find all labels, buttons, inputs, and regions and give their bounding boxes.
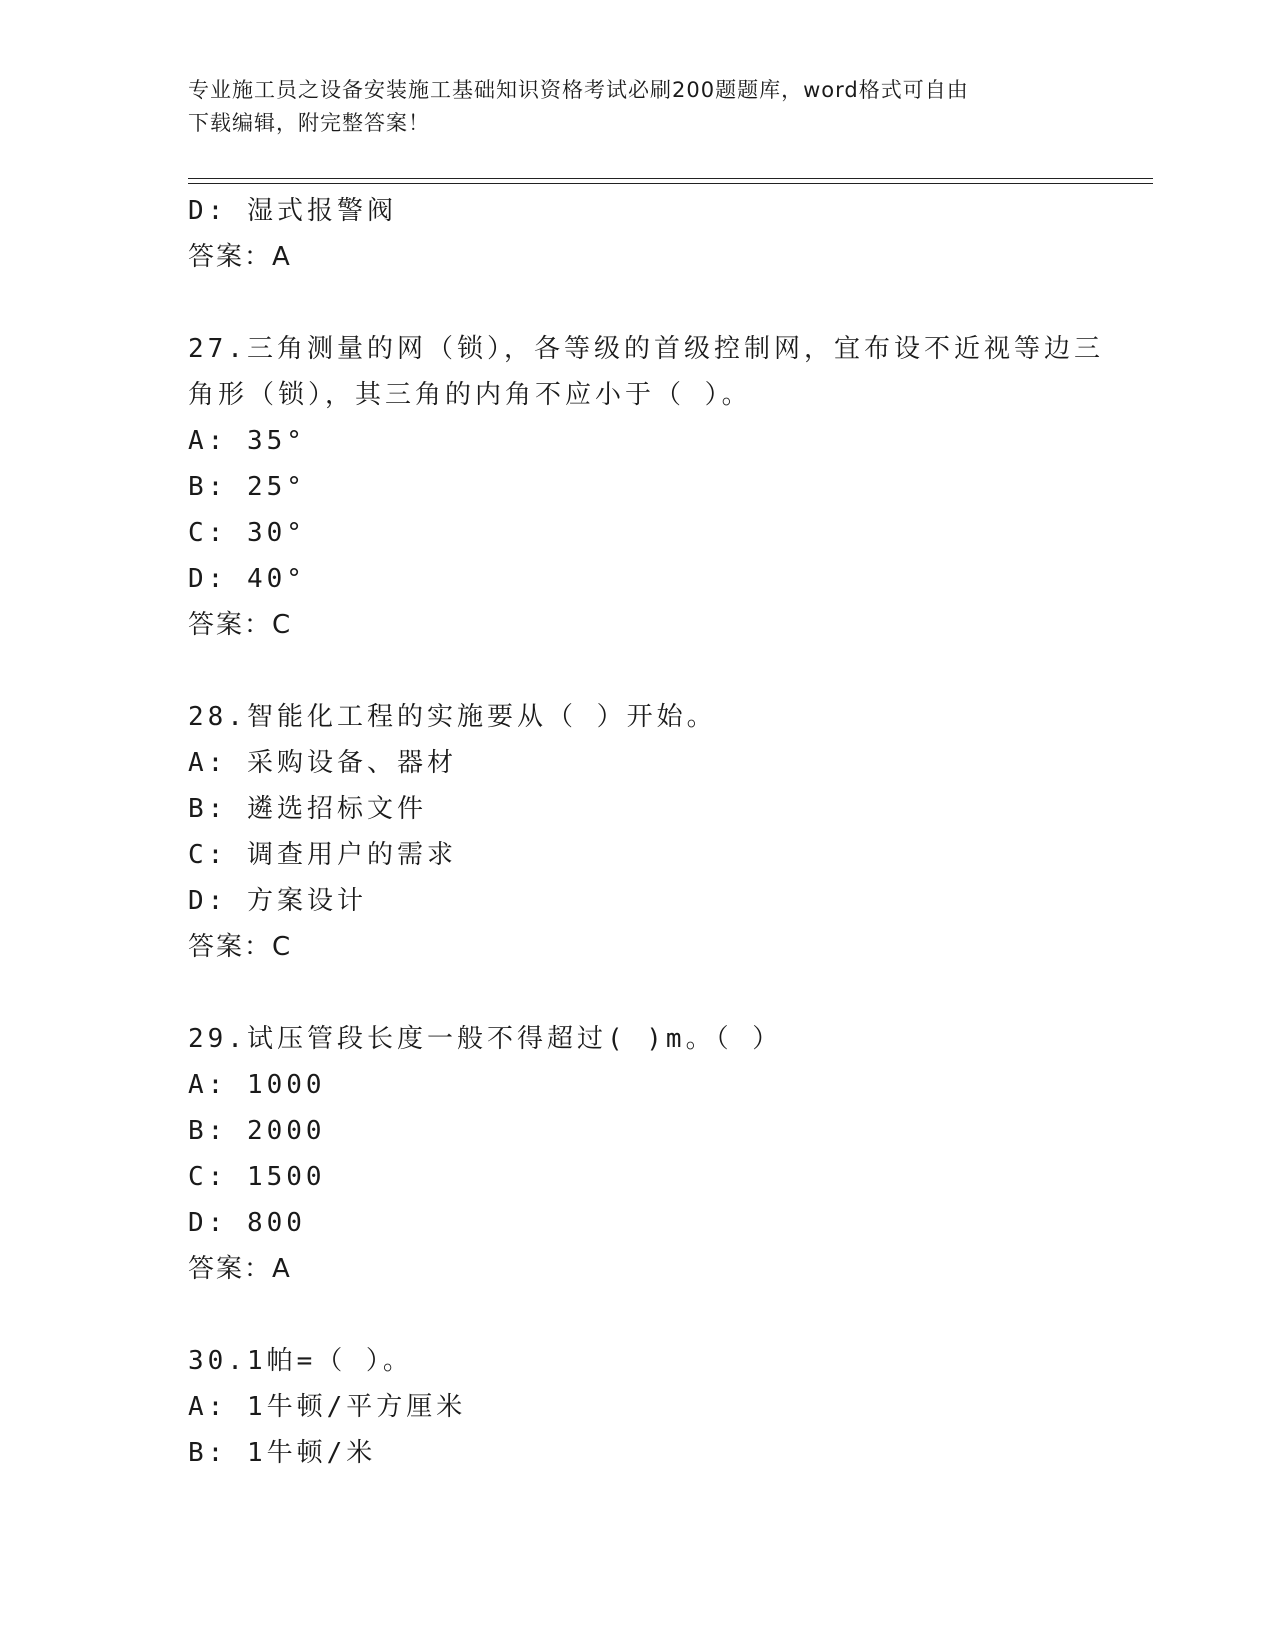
header-line-1: 专业施工员之设备安装施工基础知识资格考试必刷200题题库，word格式可自由 <box>188 78 969 102</box>
option-d: D: 800 <box>188 1208 306 1238</box>
option-d: D: 湿式报警阀 <box>188 196 397 226</box>
option-a: A: 采购设备、器材 <box>188 748 457 778</box>
option-a: A: 35° <box>188 426 306 456</box>
option-b: B: 遴选招标文件 <box>188 794 427 824</box>
header-divider-bottom <box>188 183 1153 184</box>
option-a: A: 1000 <box>188 1070 326 1100</box>
question-text: 27.三角测量的网（锁），各等级的首级控制网，宜布设不近视等边三 <box>188 334 1104 364</box>
option-c: C: 调查用户的需求 <box>188 840 457 870</box>
header-line-2: 下载编辑，附完整答案！ <box>188 111 430 135</box>
question-29 <box>188 1016 1088 1292</box>
question-28 <box>188 694 1088 970</box>
question-text: 30.1帕=（ ）。 <box>188 1346 413 1376</box>
answer-line: 答案：A <box>188 242 292 272</box>
question-30 <box>188 1338 1088 1476</box>
answer-line: 答案：C <box>188 932 293 962</box>
option-c: C: 30° <box>188 518 306 548</box>
option-d: D: 40° <box>188 564 306 594</box>
question-text: 29.试压管段长度一般不得超过( )m。（ ） <box>188 1024 783 1054</box>
header-divider-top <box>188 178 1153 179</box>
document-header <box>188 74 1088 140</box>
option-d: D: 方案设计 <box>188 886 367 916</box>
option-a: A: 1牛顿/平方厘米 <box>188 1392 467 1422</box>
question-27 <box>188 326 1104 648</box>
option-b: B: 25° <box>188 472 306 502</box>
question-text: 28.智能化工程的实施要从（ ）开始。 <box>188 702 717 732</box>
question-text-continued: 角形（锁），其三角的内角不应小于（ ）。 <box>188 380 752 410</box>
option-c: C: 1500 <box>188 1162 326 1192</box>
previous-question-tail <box>188 188 1088 280</box>
option-b: B: 2000 <box>188 1116 326 1146</box>
option-b: B: 1牛顿/米 <box>188 1438 377 1468</box>
document-body <box>188 188 1104 1476</box>
answer-line: 答案：A <box>188 1254 292 1284</box>
answer-line: 答案：C <box>188 610 293 640</box>
